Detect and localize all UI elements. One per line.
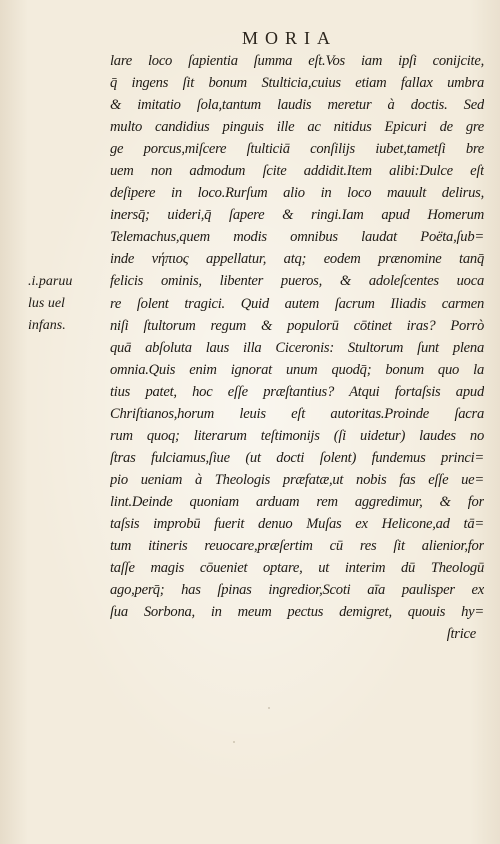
- marginal-note: [28, 271, 108, 337]
- text-line: q̄ ingens ſit bonum Stulticia,cuius etiam fallax umbra: [110, 75, 484, 92]
- text-line: pio ueniam à Theologis præfatæ,ut nobis fas eſſe ue=: [110, 471, 484, 488]
- body-text: [110, 50, 484, 645]
- text-line: felicis ominis, libenter pueros, & adoleſcentes uoca: [110, 273, 484, 290]
- text-line: ago,perq̄; has ſpinas ingredior,Scoti aīa paulisper ex: [110, 582, 484, 599]
- text-line: Chriſtianos,horum leuis eſt autoritas.Proinde ſacra: [110, 405, 484, 422]
- text-line: quā abſoluta laus illa Ciceronis: Stultorum ſunt plena: [110, 339, 484, 356]
- text-line: inde νήπιος appellatur, atq; eodem prænomine tanq̄: [110, 251, 484, 268]
- text-line: rum quoq; literarum teſtimonijs (ſi uidetur) laudes no: [110, 427, 484, 444]
- running-head: MORIA: [242, 28, 338, 48]
- text-line: tum itineris reuocare,præſertim cū res ſit alienior,for: [110, 538, 484, 555]
- text-line: lare loco ſapientia ſumma eſt.Vos iam ipſi conijcite,: [110, 53, 484, 69]
- text-line: ge porcus,miſcere ſtulticiā conſilijs iubet,tametſi bre: [110, 141, 484, 158]
- text-line: Telemachus,quem modis omnibus laudat Poëta,ſub=: [110, 229, 484, 246]
- text-line: taſsis improbū fuerit denuo Muſas ex Helicone,ad tā=: [110, 515, 484, 532]
- text-line: & imitatio ſola,tantum laudis meretur à doctis. Sed: [110, 97, 484, 114]
- text-line: taſſe magis cōueniet optare, ut interim dū Theologū: [110, 560, 484, 577]
- paper-speck: [233, 741, 235, 743]
- text-line: lint.Deinde quoniam arduam rem aggredimur, & for: [110, 493, 484, 510]
- paper-speck: [268, 707, 270, 709]
- text-line: deſipere in loco.Rurſum alio in loco mauult delirus,: [110, 185, 484, 202]
- marginal-note-line: lus uel: [28, 296, 65, 312]
- text-line: ſua Sorbona, in meum pectus demigret, quouis hy=: [110, 604, 484, 621]
- text-line: re ſolent tragici. Quid autem ſacrum Iliadis carmen: [110, 295, 484, 312]
- text-line: uem non admodum ſcite addidit.Item alibi:Dulce eſt: [110, 163, 484, 180]
- text-line: inersq̄; uideri,q̄ ſapere & ringi.Iam apud Homerum: [110, 207, 484, 224]
- text-line: multo candidius pinguis ille ac nitidus Epicuri de gre: [110, 119, 484, 136]
- text-line: omnia.Quis enim ignorat unum quodq̄; bonum quo la: [110, 361, 484, 378]
- marginal-note-line: .i.paruu: [28, 274, 73, 289]
- text-line: ſtras fulciamus,ſiue (ut docti ſolent) fundemus princi=: [110, 449, 484, 466]
- text-line: niſi ſtultorum regum & populorū cōtinet iras? Porrò: [110, 317, 484, 334]
- catchword: ſtrice: [446, 626, 476, 643]
- text-line: tius patet, hoc eſſe præſtantius? Atqui fortaſsis apud: [110, 383, 484, 400]
- marginal-note-line: infans.: [28, 318, 66, 334]
